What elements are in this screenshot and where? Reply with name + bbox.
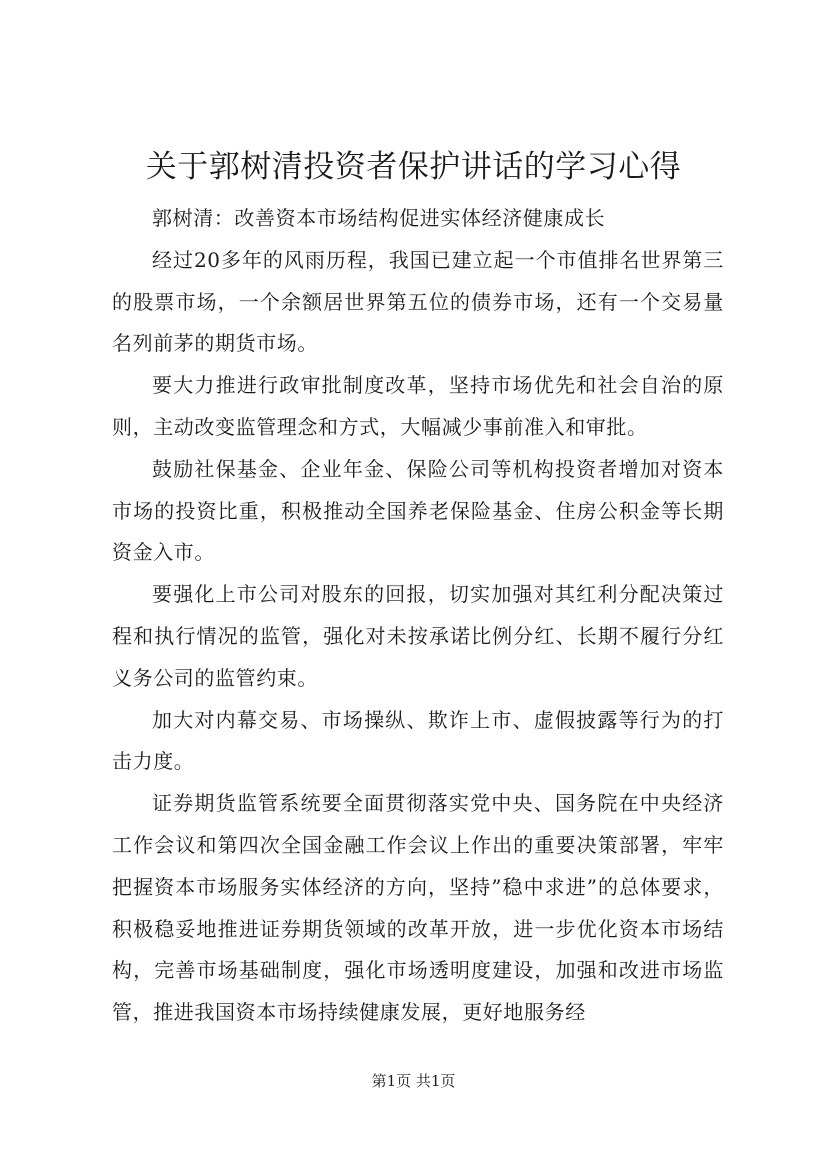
paragraph-subtitle: 郭树清：改善资本市场结构促进实体经济健康成长 — [152, 206, 606, 230]
paragraph-institutional-investors: 鼓励社保基金、企业年金、保险公司等机构投资者增加对资本市场的投资比重，积极推动全国养老保险基金、住房公积金等长期资金入市。 — [112, 456, 724, 565]
paragraph-shareholder-returns: 要强化上市公司对股东的回报，切实加强对其红利分配决策过程和执行情况的监管，强化对未按承诺比例分红、长期不履行分红义务公司的监管约束。 — [112, 582, 724, 690]
paragraph-market-history: 经过20多年的风雨历程，我国已建立起一个市值排名世界第三的股票市场，一个余额居世界第五位的债券市场，还有一个交易量名列前茅的期货市场。 — [112, 247, 724, 356]
paragraph-regulatory-system: 证券期货监管系统要全面贯彻落实党中央、国务院在中央经济工作会议和第四次全国金融工作会议上作出的重要决策部署，牢牢把握资本市场服务实体经济的方向，坚持”稳中求进”的总体要求，积极稳妥地推进证券期货领域的改革开放，进一步优化资本市场结构，完善市场基础制度，强化市场透明度建设，加强和改进市场监管，推进我国资本市场持续健康发展，更好地服务经 — [112, 791, 724, 1025]
paragraph-enforcement: 加大对内幕交易、市场操纵、欺诈上市、虚假披露等行为的打击力度。 — [112, 707, 724, 774]
paragraph-approval-reform: 要大力推进行政审批制度改革，坚持市场优先和社会自治的原则，主动改变监管理念和方式，大幅减少事前准入和审批。 — [112, 373, 724, 439]
page-number-footer: 第1页 共1页 — [371, 1072, 456, 1090]
document-body — [112, 198, 724, 1034]
document-title: 关于郭树清投资者保护讲话的学习心得 — [145, 149, 682, 185]
